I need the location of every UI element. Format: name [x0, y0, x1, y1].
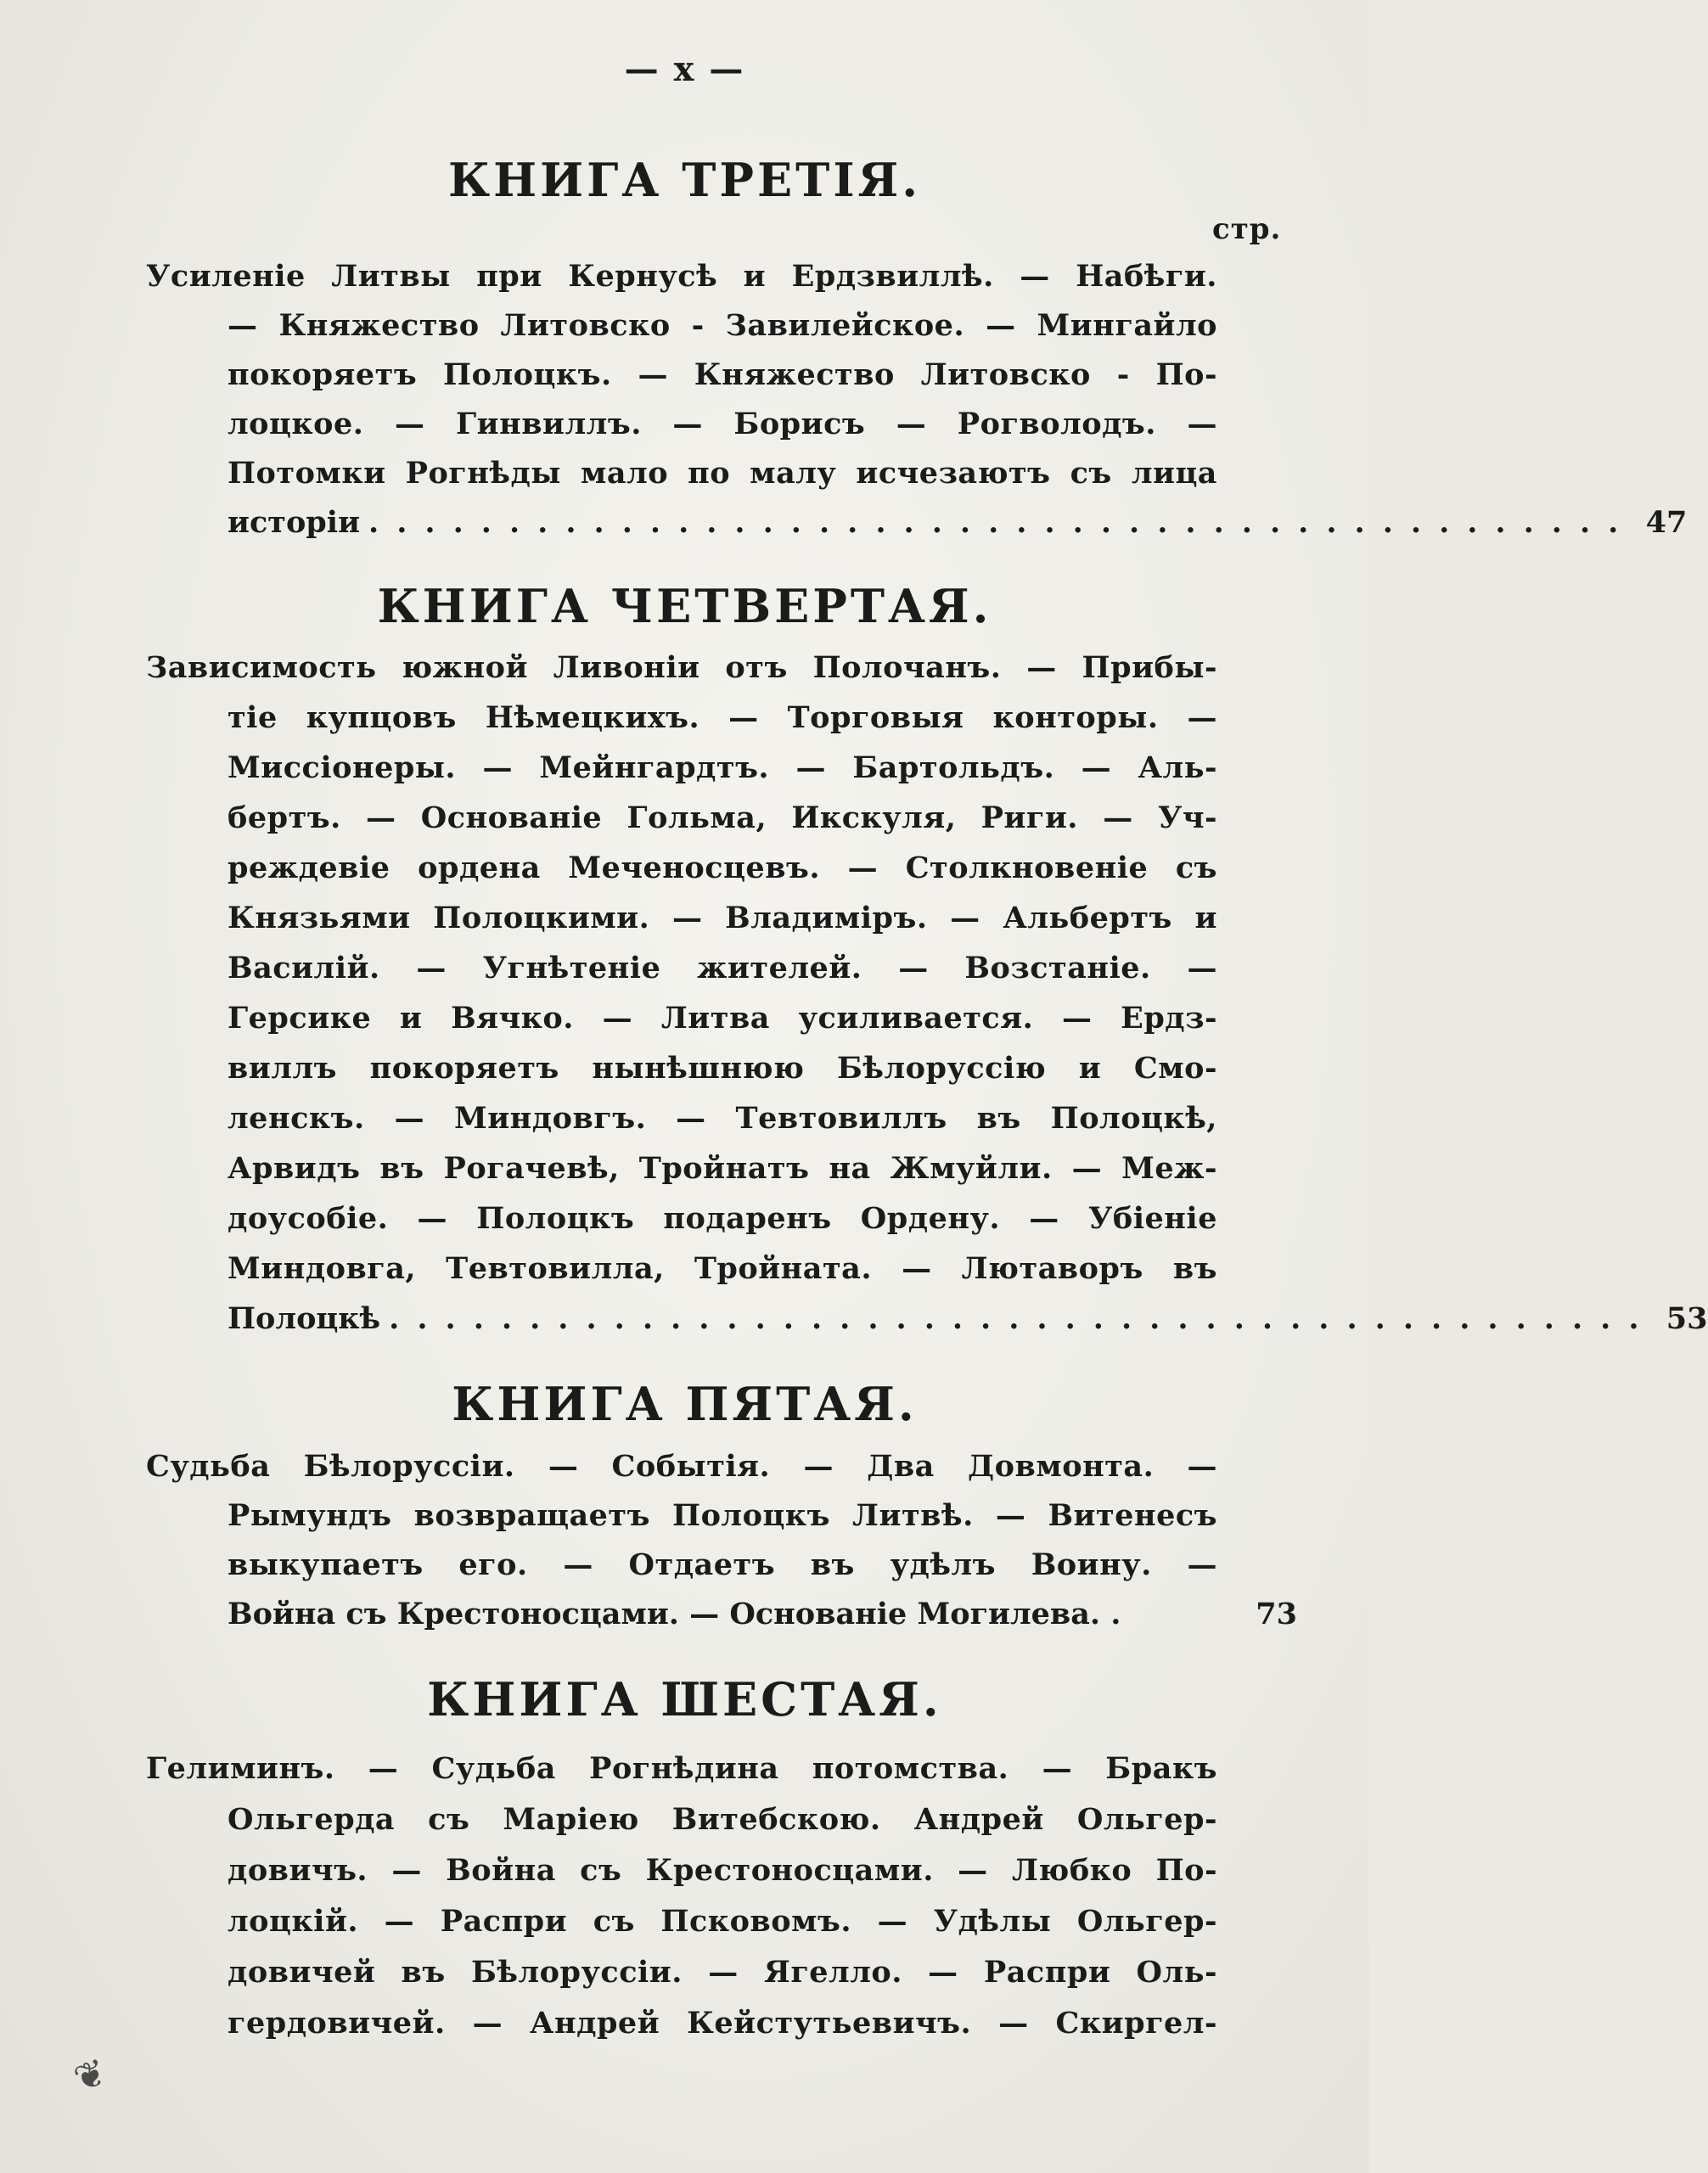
section-title: КНИГА ТРЕТІЯ.	[447, 153, 922, 207]
page-column-label: стр.	[1212, 212, 1282, 246]
toc-line: лоцкое. — Гинвиллъ. — Борисъ — Рогволодъ. —	[228, 407, 1217, 441]
toc-line-first: Гелиминъ. — Судьба Рогнѣдина потомства. — Бракъ	[146, 1751, 1217, 1786]
toc-line: Миссіонеры. — Мейнгардтъ. — Бартольдъ. — Аль-	[228, 750, 1217, 785]
toc-line: Рымундъ возвращаетъ Полоцкъ Литвѣ. — Витенесъ	[228, 1498, 1217, 1533]
page-number: 53	[1666, 1301, 1708, 1336]
toc-line-first: Усиленіе Литвы при Кернусѣ и Ердзвиллѣ. — Набѣги.	[146, 259, 1217, 294]
toc-line: ленскъ. — Миндовгъ. — Тевтовиллъ въ Полоцкѣ,	[228, 1101, 1217, 1136]
toc-line-first: Зависимость южной Ливоніи отъ Полочанъ. — Прибы-	[146, 650, 1217, 685]
toc-line: покоряетъ Полоцкъ. — Княжество Литовско - По-	[228, 357, 1217, 392]
toc-line: лоцкій. — Распри съ Псковомъ. — Удѣлы Ольгер-	[228, 1904, 1217, 1939]
toc-line: довичей въ Бѣлоруссіи. — Ягелло. — Распри Оль-	[228, 1955, 1217, 1990]
toc-last-text: Полоцкѣ	[228, 1301, 381, 1336]
toc-line: бертъ. — Основаніе Гольма, Икскуля, Риги. — Уч-	[228, 800, 1217, 835]
toc-line: Арвидъ въ Рогачевѣ, Тройнатъ на Жмуйли. — Меж-	[228, 1151, 1217, 1186]
dot-leader: .............................................	[368, 505, 1637, 540]
section-title: КНИГА ЧЕТВЕРТАЯ.	[377, 579, 992, 633]
toc-line: Князьями Полоцкими. — Владиміръ. — Альбертъ и	[228, 901, 1217, 935]
toc-line: выкупаетъ его. — Отдаетъ въ удѣлъ Воину. —	[228, 1547, 1217, 1582]
page-folio: — x —	[624, 49, 745, 89]
toc-entry-last-line[interactable]	[228, 1301, 1708, 1336]
toc-line: Василій. — Угнѣтеніе жителей. — Возстаніе. —	[228, 951, 1217, 985]
toc-line: реждевіе ордена Меченосцевъ. — Столкновеніе съ	[228, 851, 1217, 885]
toc-line: Потомки Рогнѣды мало по малу исчезаютъ съ лица	[228, 456, 1217, 491]
ink-mark-icon: ❦	[68, 2050, 113, 2102]
toc-line: — Княжество Литовско - Завилейское. — Мингайло	[228, 308, 1217, 343]
toc-line: тіе купцовъ Нѣмецкихъ. — Торговыя конторы. —	[228, 700, 1217, 735]
toc-line-first: Судьба Бѣлоруссіи. — Событія. — Два Довмонта. —	[146, 1449, 1217, 1484]
toc-entry-last-line[interactable]	[228, 505, 1688, 540]
toc-line: виллъ покоряетъ нынѣшнюю Бѣлоруссію и Смо-	[228, 1051, 1217, 1086]
section-title: КНИГА ШЕСТАЯ.	[427, 1672, 942, 1727]
toc-last-text: Война съ Крестоносцами. — Основаніе Могилева. .	[228, 1597, 1121, 1631]
toc-entry-last-line[interactable]	[228, 1597, 1297, 1631]
toc-line: Герсике и Вячко. — Литва усиливается. — Ердз-	[228, 1001, 1217, 1036]
toc-line: Ольгерда съ Маріею Витебскою. Андрей Ольгер-	[228, 1802, 1217, 1837]
toc-line: гердовичей. — Андрей Кейстутьевичъ. — Скиргел-	[228, 2006, 1217, 2041]
toc-line: довичъ. — Война съ Крестоносцами. — Любко По-	[228, 1853, 1217, 1888]
section-title: КНИГА ПЯТАЯ.	[452, 1377, 918, 1431]
page-number: 47	[1645, 505, 1688, 540]
toc-line: Миндовга, Тевтовилла, Тройната. — Лютаворъ въ	[228, 1251, 1217, 1286]
page-number: 73	[1256, 1597, 1297, 1631]
toc-last-text: исторіи	[228, 505, 361, 540]
dot-leader: .............................................	[389, 1301, 1657, 1336]
toc-line: доусобіе. — Полоцкъ подаренъ Ордену. — Убіеніе	[228, 1201, 1217, 1236]
